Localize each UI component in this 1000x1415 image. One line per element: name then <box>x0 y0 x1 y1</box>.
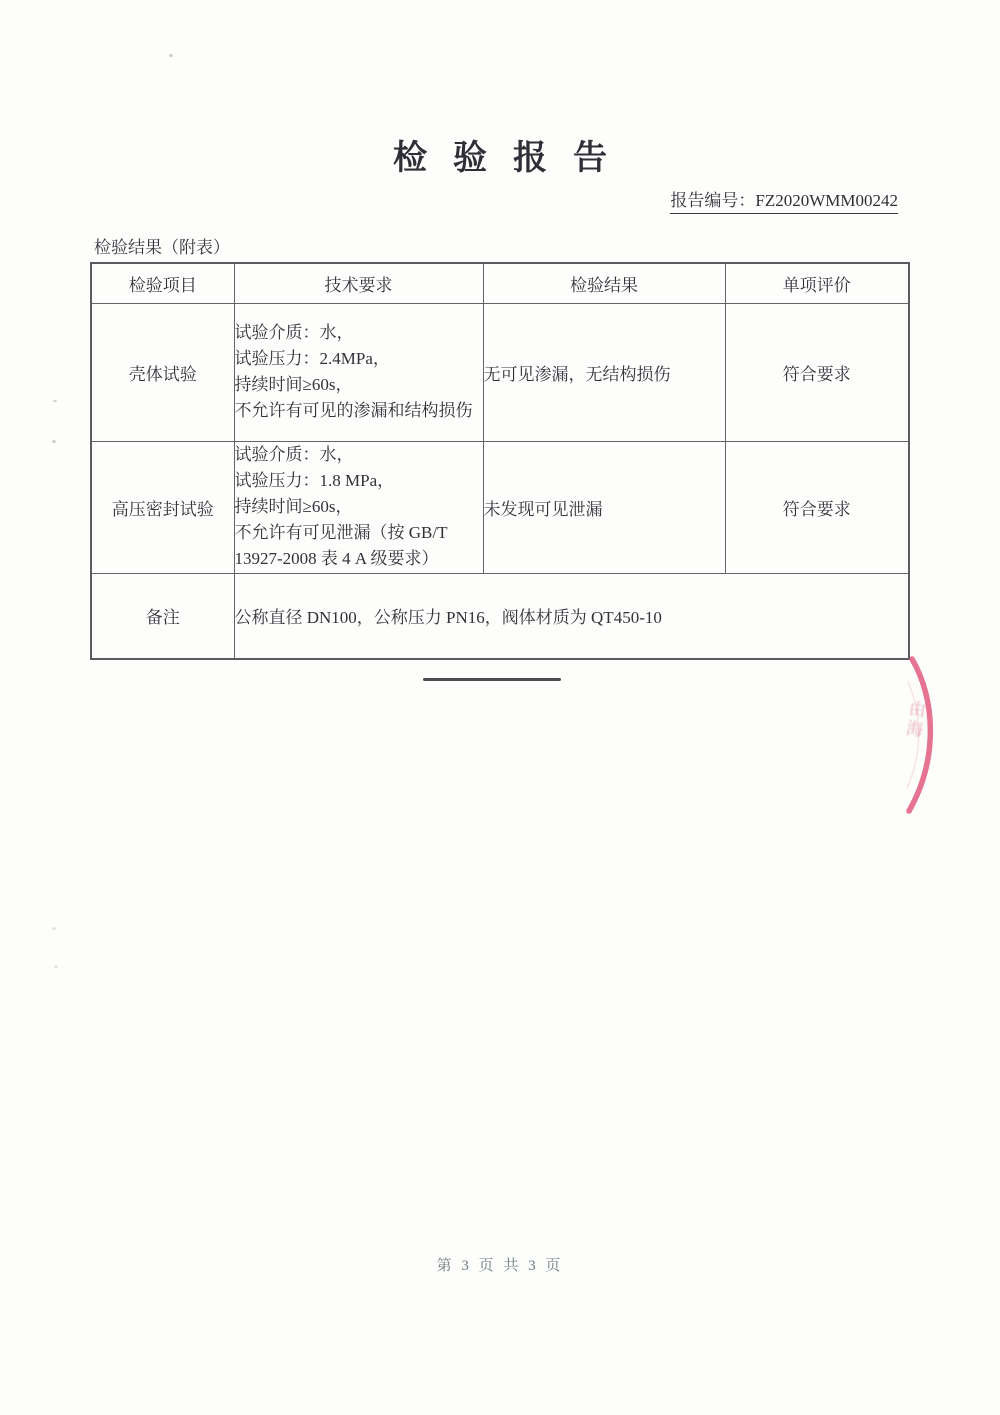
report-number-label: 报告编号： <box>670 191 756 210</box>
seal-test-evaluation: 符合要求 <box>725 441 909 573</box>
tech-line: 不允许有可见泄漏（按 GB/T <box>234 523 448 542</box>
tech-line: 持续时间≥60s， <box>234 375 353 394</box>
tech-line: 持续时间≥60s， <box>234 497 353 516</box>
report-end-divider <box>423 678 561 681</box>
header-inspection-result: 检验结果 <box>483 263 725 303</box>
seal-test-item: 高压密封试验 <box>91 441 234 573</box>
tech-line: 试验介质：水， <box>234 445 354 464</box>
report-number <box>670 186 898 214</box>
header-item-evaluation: 单项评价 <box>725 263 909 303</box>
page-footer: 第 3 页 共 3 页 <box>436 1258 564 1274</box>
remark-label: 备注 <box>91 573 234 659</box>
shell-test-requirements <box>234 303 483 441</box>
scan-speck <box>52 927 56 930</box>
seal-test-result: 未发现可见泄漏 <box>483 441 725 573</box>
tech-line: 13927-2008 表 4 A 级要求） <box>234 549 439 568</box>
page-title: 检验报告 <box>393 140 633 177</box>
inspection-result-table <box>90 262 910 660</box>
red-stamp-arc <box>876 652 956 817</box>
shell-test-item: 壳体试验 <box>91 303 234 441</box>
scan-speck <box>169 54 173 57</box>
shell-test-result: 无可见渗漏，无结构损伤 <box>483 303 725 441</box>
tech-line: 试验介质：水， <box>234 323 354 342</box>
tech-line: 试验压力：1.8 MPa， <box>234 471 395 490</box>
table-row <box>91 303 909 441</box>
table-row <box>91 441 909 573</box>
scan-speck <box>54 965 58 968</box>
header-inspection-item: 检验项目 <box>91 263 234 303</box>
report-number-value: FZ2020WMM00242 <box>755 191 898 210</box>
stamp-text: 由海 <box>904 699 928 740</box>
header-technical-requirement: 技术要求 <box>234 263 483 303</box>
scan-speck <box>52 440 56 443</box>
tech-line: 不允许有可见的渗漏和结构损伤 <box>234 401 473 420</box>
seal-test-requirements <box>234 441 483 573</box>
scan-speck <box>53 400 57 402</box>
tech-line: 试验压力：2.4MPa， <box>234 349 390 368</box>
table-row <box>91 573 909 659</box>
remark-text: 公称直径 DN100，公称压力 PN16，阀体材质为 QT450-10 <box>234 573 909 659</box>
section-label: 检验结果（附表） <box>94 238 230 257</box>
table-header-row <box>91 263 909 303</box>
shell-test-evaluation: 符合要求 <box>725 303 909 441</box>
